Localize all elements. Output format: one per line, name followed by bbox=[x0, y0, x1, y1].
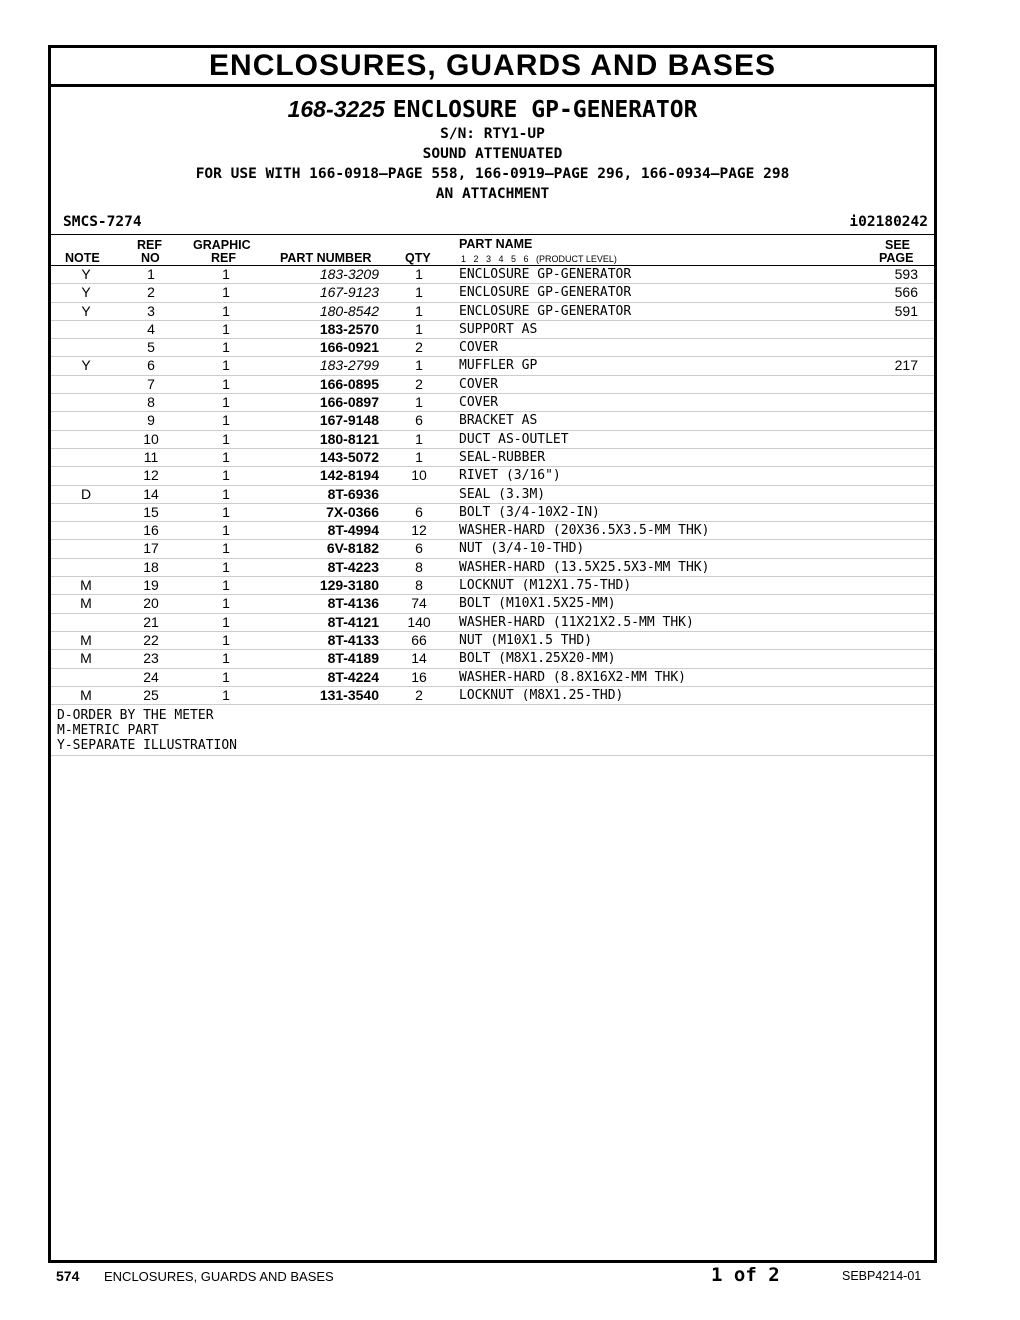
table-row bbox=[51, 632, 934, 650]
qty-cell: 1 bbox=[415, 284, 423, 301]
col-part-number: PART NUMBER bbox=[280, 251, 372, 265]
note-y: Y-SEPARATE ILLUSTRATION bbox=[57, 738, 238, 754]
attachment-line: AN ATTACHMENT bbox=[435, 186, 550, 202]
ref-no-cell: 22 bbox=[143, 631, 159, 648]
section-title: ENCLOSURES, GUARDS AND BASES bbox=[51, 48, 934, 87]
group-name: ENCLOSURE GP-GENERATOR bbox=[392, 97, 698, 123]
qty-cell: 1 bbox=[415, 430, 423, 447]
graphic-ref-cell: 1 bbox=[222, 266, 230, 282]
part-name-cell: WASHER-HARD (11X21X2.5-MM THK) bbox=[459, 614, 694, 630]
illustration-id: i02180242 bbox=[849, 214, 928, 230]
part-number-cell: 7X-0366 bbox=[326, 503, 379, 520]
graphic-ref-cell: 1 bbox=[222, 577, 230, 594]
table-row bbox=[51, 687, 934, 705]
table-header bbox=[51, 235, 934, 266]
ref-no-cell: 2 bbox=[147, 284, 155, 301]
table-row bbox=[51, 321, 934, 339]
note-cell: M bbox=[80, 595, 92, 612]
table-row bbox=[51, 486, 934, 504]
see-page-cell: 593 bbox=[894, 266, 918, 282]
graphic-ref-cell: 1 bbox=[222, 540, 230, 557]
part-name-cell: SEAL (3.3M) bbox=[459, 486, 546, 502]
ref-no-cell: 9 bbox=[147, 412, 155, 429]
part-number-cell: 8T-6936 bbox=[327, 485, 379, 502]
table-row bbox=[51, 504, 934, 522]
ref-no-cell: 4 bbox=[147, 320, 155, 337]
note-cell: M bbox=[80, 650, 92, 667]
part-name-cell: ENCLOSURE GP-GENERATOR bbox=[459, 267, 632, 282]
ref-no-cell: 23 bbox=[143, 650, 159, 667]
graphic-ref-cell: 1 bbox=[222, 558, 230, 575]
part-number-cell: 129-3180 bbox=[319, 577, 379, 594]
graphic-ref-cell: 1 bbox=[222, 320, 230, 337]
graphic-ref-cell: 1 bbox=[222, 394, 230, 411]
table-row bbox=[51, 540, 934, 558]
ref-no-cell: 1 bbox=[147, 266, 155, 282]
ref-no-cell: 10 bbox=[143, 430, 159, 447]
part-number-cell: 183-2570 bbox=[319, 320, 379, 337]
part-name-cell: BOLT (M10X1.5X25-MM) bbox=[459, 596, 616, 612]
part-name-cell: NUT (3/4-10-THD) bbox=[459, 541, 585, 557]
part-number-cell: 180-8121 bbox=[319, 430, 379, 447]
graphic-ref-cell: 1 bbox=[222, 631, 230, 648]
table-row bbox=[51, 559, 934, 577]
ref-no-cell: 15 bbox=[143, 503, 159, 520]
smcs-code: SMCS-7274 bbox=[63, 214, 142, 230]
graphic-ref-cell: 1 bbox=[222, 448, 230, 465]
table-row bbox=[51, 449, 934, 467]
page-frame bbox=[48, 45, 937, 1263]
sheet-indicator: 1 of 2 bbox=[711, 1264, 780, 1286]
graphic-ref-cell: 1 bbox=[222, 375, 230, 392]
qty-cell: 2 bbox=[415, 686, 423, 703]
part-number-cell: 8T-4224 bbox=[327, 668, 379, 685]
group-heading bbox=[51, 95, 934, 124]
part-number-cell: 166-0895 bbox=[319, 375, 379, 392]
note-d: D-ORDER BY THE METER bbox=[57, 708, 214, 724]
part-name-cell: DUCT AS-OUTLET bbox=[459, 431, 569, 447]
part-name-cell: ENCLOSURE GP-GENERATOR bbox=[459, 285, 632, 301]
qty-cell: 6 bbox=[415, 412, 423, 429]
col-graphic-bottom: REF bbox=[211, 251, 236, 265]
table-row bbox=[51, 412, 934, 430]
see-page-cell: 566 bbox=[894, 284, 918, 301]
note-cell: Y bbox=[81, 266, 91, 282]
part-number-cell: 143-5072 bbox=[319, 448, 379, 465]
part-name-cell: LOCKNUT (M12X1.75-THD) bbox=[459, 578, 632, 594]
ref-no-cell: 21 bbox=[143, 613, 159, 630]
part-number-cell: 166-0897 bbox=[319, 394, 379, 411]
part-name-cell: COVER bbox=[459, 340, 499, 356]
qty-cell: 2 bbox=[415, 375, 423, 392]
part-name-cell: NUT (M10X1.5 THD) bbox=[459, 632, 593, 648]
qty-cell: 1 bbox=[415, 448, 423, 465]
ref-no-cell: 3 bbox=[147, 302, 155, 319]
note-cell: D bbox=[80, 485, 92, 502]
table-row bbox=[51, 303, 934, 321]
graphic-ref-cell: 1 bbox=[222, 522, 230, 539]
part-number-cell: 167-9148 bbox=[319, 412, 379, 429]
qty-cell: 10 bbox=[411, 467, 427, 484]
graphic-ref-cell: 1 bbox=[222, 284, 230, 301]
note-cell: Y bbox=[81, 284, 91, 301]
part-name-cell: SUPPORT AS bbox=[459, 321, 538, 337]
page-number: 574 bbox=[56, 1268, 80, 1284]
qty-cell: 14 bbox=[411, 650, 427, 667]
ref-no-cell: 6 bbox=[147, 357, 155, 374]
ref-no-cell: 18 bbox=[143, 558, 159, 575]
note-cell: M bbox=[80, 631, 92, 648]
col-see-bottom: PAGE bbox=[879, 251, 914, 265]
table-row bbox=[51, 357, 934, 375]
graphic-ref-cell: 1 bbox=[222, 613, 230, 630]
part-number-cell: 8T-4121 bbox=[327, 613, 379, 630]
part-name-cell: LOCKNUT (M8X1.25-THD) bbox=[459, 687, 624, 703]
part-number-cell: 166-0921 bbox=[319, 339, 379, 356]
graphic-ref-cell: 1 bbox=[222, 302, 230, 319]
graphic-ref-cell: 1 bbox=[222, 503, 230, 520]
group-part-number: 168-3225 bbox=[287, 96, 385, 122]
qty-cell: 12 bbox=[411, 522, 427, 539]
table-row bbox=[51, 266, 934, 284]
reference-row bbox=[51, 212, 934, 235]
see-page-cell: 591 bbox=[894, 302, 918, 319]
part-number-cell: 131-3540 bbox=[319, 686, 379, 703]
description-line: SOUND ATTENUATED bbox=[422, 146, 563, 162]
qty-cell: 8 bbox=[415, 558, 423, 575]
graphic-ref-cell: 1 bbox=[222, 357, 230, 374]
qty-cell: 8 bbox=[415, 577, 423, 594]
part-number-cell: 8T-4994 bbox=[327, 522, 379, 539]
graphic-ref-cell: 1 bbox=[222, 412, 230, 429]
part-name-cell: BOLT (M8X1.25X20-MM) bbox=[459, 651, 616, 667]
part-name-cell: BOLT (3/4-10X2-IN) bbox=[459, 504, 600, 520]
graphic-ref-cell: 1 bbox=[222, 467, 230, 484]
ref-no-cell: 20 bbox=[143, 595, 159, 612]
note-cell: Y bbox=[81, 357, 91, 374]
graphic-ref-cell: 1 bbox=[222, 485, 230, 502]
col-product-level: 1 2 3 4 5 6 (PRODUCT LEVEL) bbox=[461, 254, 617, 264]
page-footer bbox=[56, 1266, 926, 1288]
col-part-name: PART NAME bbox=[459, 237, 533, 251]
part-name-cell: COVER bbox=[459, 376, 499, 392]
graphic-ref-cell: 1 bbox=[222, 430, 230, 447]
table-row bbox=[51, 522, 934, 540]
col-ref-top: REF bbox=[137, 238, 162, 252]
qty-cell: 1 bbox=[415, 357, 423, 374]
part-name-cell: WASHER-HARD (13.5X25.5X3-MM THK) bbox=[459, 559, 710, 575]
qty-cell: 140 bbox=[407, 613, 431, 630]
qty-cell: 1 bbox=[415, 394, 423, 411]
part-name-cell: BRACKET AS bbox=[459, 413, 538, 429]
see-page-cell: 217 bbox=[894, 357, 918, 374]
part-number-cell: 183-2799 bbox=[319, 357, 379, 374]
part-name-cell: WASHER-HARD (20X36.5X3.5-MM THK) bbox=[459, 523, 710, 539]
ref-no-cell: 24 bbox=[143, 668, 159, 685]
qty-cell: 1 bbox=[415, 320, 423, 337]
ref-no-cell: 17 bbox=[143, 540, 159, 557]
note-cell: M bbox=[80, 686, 92, 703]
ref-no-cell: 16 bbox=[143, 522, 159, 539]
graphic-ref-cell: 1 bbox=[222, 686, 230, 703]
qty-cell: 74 bbox=[411, 595, 427, 612]
part-number-cell: 180-8542 bbox=[319, 302, 379, 319]
ref-no-cell: 11 bbox=[143, 448, 159, 465]
table-row bbox=[51, 577, 934, 595]
graphic-ref-cell: 1 bbox=[222, 339, 230, 356]
table-row bbox=[51, 669, 934, 687]
ref-no-cell: 8 bbox=[147, 394, 155, 411]
ref-no-cell: 7 bbox=[147, 375, 155, 392]
part-name-cell: WASHER-HARD (8.8X16X2-MM THK) bbox=[459, 669, 686, 685]
usage-line: FOR USE WITH 166-0918—PAGE 558, 166-0919—PAGE 296, 166-0934—PAGE 298 bbox=[195, 166, 790, 182]
parts-table bbox=[51, 266, 934, 705]
serial-number-line: S/N: RTY1-UP bbox=[440, 126, 545, 142]
part-number-cell: 183-3209 bbox=[319, 266, 379, 282]
ref-no-cell: 12 bbox=[143, 467, 159, 484]
part-number-cell: 8T-4136 bbox=[327, 595, 379, 612]
qty-cell: 2 bbox=[415, 339, 423, 356]
note-cell: M bbox=[80, 577, 92, 594]
table-row bbox=[51, 614, 934, 632]
col-graphic-top: GRAPHIC bbox=[193, 238, 251, 252]
doc-id: SEBP4214-01 bbox=[842, 1269, 922, 1283]
part-number-cell: 167-9123 bbox=[319, 284, 379, 301]
part-number-cell: 142-8194 bbox=[319, 467, 379, 484]
part-name-cell: ENCLOSURE GP-GENERATOR bbox=[459, 303, 632, 319]
part-number-cell: 6V-8182 bbox=[326, 540, 379, 557]
part-number-cell: 8T-4223 bbox=[327, 558, 379, 575]
graphic-ref-cell: 1 bbox=[222, 668, 230, 685]
table-row bbox=[51, 339, 934, 357]
table-row bbox=[51, 431, 934, 449]
part-name-cell: RIVET (3/16") bbox=[459, 468, 561, 484]
qty-cell: 66 bbox=[411, 631, 427, 648]
part-number-cell: 8T-4133 bbox=[327, 631, 379, 648]
qty-cell: 6 bbox=[415, 503, 423, 520]
qty-cell: 1 bbox=[415, 266, 423, 282]
part-number-cell: 8T-4189 bbox=[327, 650, 379, 667]
qty-cell: 6 bbox=[415, 540, 423, 557]
ref-no-cell: 14 bbox=[143, 485, 159, 502]
ref-no-cell: 19 bbox=[143, 577, 159, 594]
qty-cell: 1 bbox=[415, 302, 423, 319]
table-row bbox=[51, 650, 934, 668]
ref-no-cell: 25 bbox=[143, 686, 159, 703]
col-qty: QTY bbox=[405, 251, 431, 265]
table-row bbox=[51, 595, 934, 613]
graphic-ref-cell: 1 bbox=[222, 595, 230, 612]
table-row bbox=[51, 376, 934, 394]
ref-no-cell: 5 bbox=[147, 339, 155, 356]
note-m: M-METRIC PART bbox=[57, 723, 159, 739]
col-note: NOTE bbox=[65, 251, 100, 265]
part-name-cell: COVER bbox=[459, 395, 499, 411]
table-row bbox=[51, 284, 934, 302]
table-row bbox=[51, 394, 934, 412]
qty-cell: 16 bbox=[411, 668, 427, 685]
note-cell: Y bbox=[81, 302, 91, 319]
part-name-cell: SEAL-RUBBER bbox=[459, 449, 546, 465]
part-name-cell: MUFFLER GP bbox=[459, 358, 538, 374]
col-ref-bottom: NO bbox=[141, 251, 160, 265]
col-see-top: SEE bbox=[885, 238, 911, 252]
table-row bbox=[51, 467, 934, 485]
graphic-ref-cell: 1 bbox=[222, 650, 230, 667]
footer-section: ENCLOSURES, GUARDS AND BASES bbox=[104, 1269, 334, 1284]
notes-legend bbox=[51, 705, 934, 756]
